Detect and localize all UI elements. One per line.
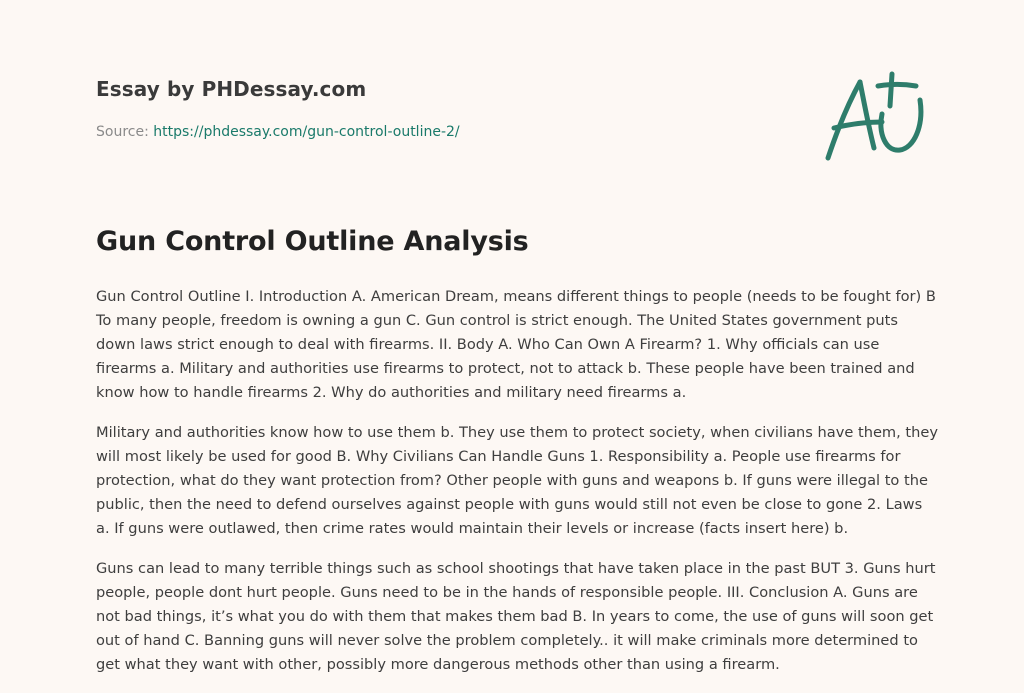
- a-plus-grade-logo-icon: [820, 68, 930, 164]
- article-body: [96, 285, 938, 693]
- article-paragraph: Guns can lead to many terrible things such as school shootings that have taken place in the past BUT 3. Guns hurt people, people dont hurt people. Guns need to be in the hands of responsible people. III. Conclusion A. Guns are not bad things, it’s what you do with them that makes them bad B. In years to come, the use of guns will soon get out of hand C. Banning guns will never solve the problem completely.. it will make criminals more determined to get what they want with other, possibly more dangerous methods other than using a firearm.: [96, 560, 936, 673]
- article-title: Gun Control Outline Analysis: [96, 226, 529, 257]
- source-link[interactable]: https://phdessay.com/gun-control-outline-2/: [153, 124, 460, 140]
- article-paragraph: Military and authorities know how to use them b. They use them to protect society, when civilians have them, they will most likely be used for good B. Why Civilians Can Handle Guns 1. Responsibility a. People use firearms for protection, what do they want protection from? Other people with guns and weapons b. If guns were illegal to the public, then the need to defend ourselves against people with guns would still not even be close to gone 2. Laws a. If guns were outlawed, then crime rates would maintain their levels or increase (facts insert here) b.: [96, 424, 939, 537]
- source-label: Source:: [96, 124, 154, 140]
- site-brand: Essay by PHDessay.com: [96, 77, 367, 101]
- source-line: [96, 124, 460, 140]
- article-paragraph: Gun Control Outline I. Introduction A. American Dream, means different things to people (needs to be fought for) B To many people, freedom is owning a gun C. Gun control is strict enough. The United States government puts down laws strict enough to deal with firearms. II. Body A. Who Can Own A Firearm? 1. Why officials can use firearms a. Military and authorities use firearms to protect, not to attack b. These people have been trained and know how to handle firearms 2. Why do authorities and military need firearms a.: [96, 288, 936, 401]
